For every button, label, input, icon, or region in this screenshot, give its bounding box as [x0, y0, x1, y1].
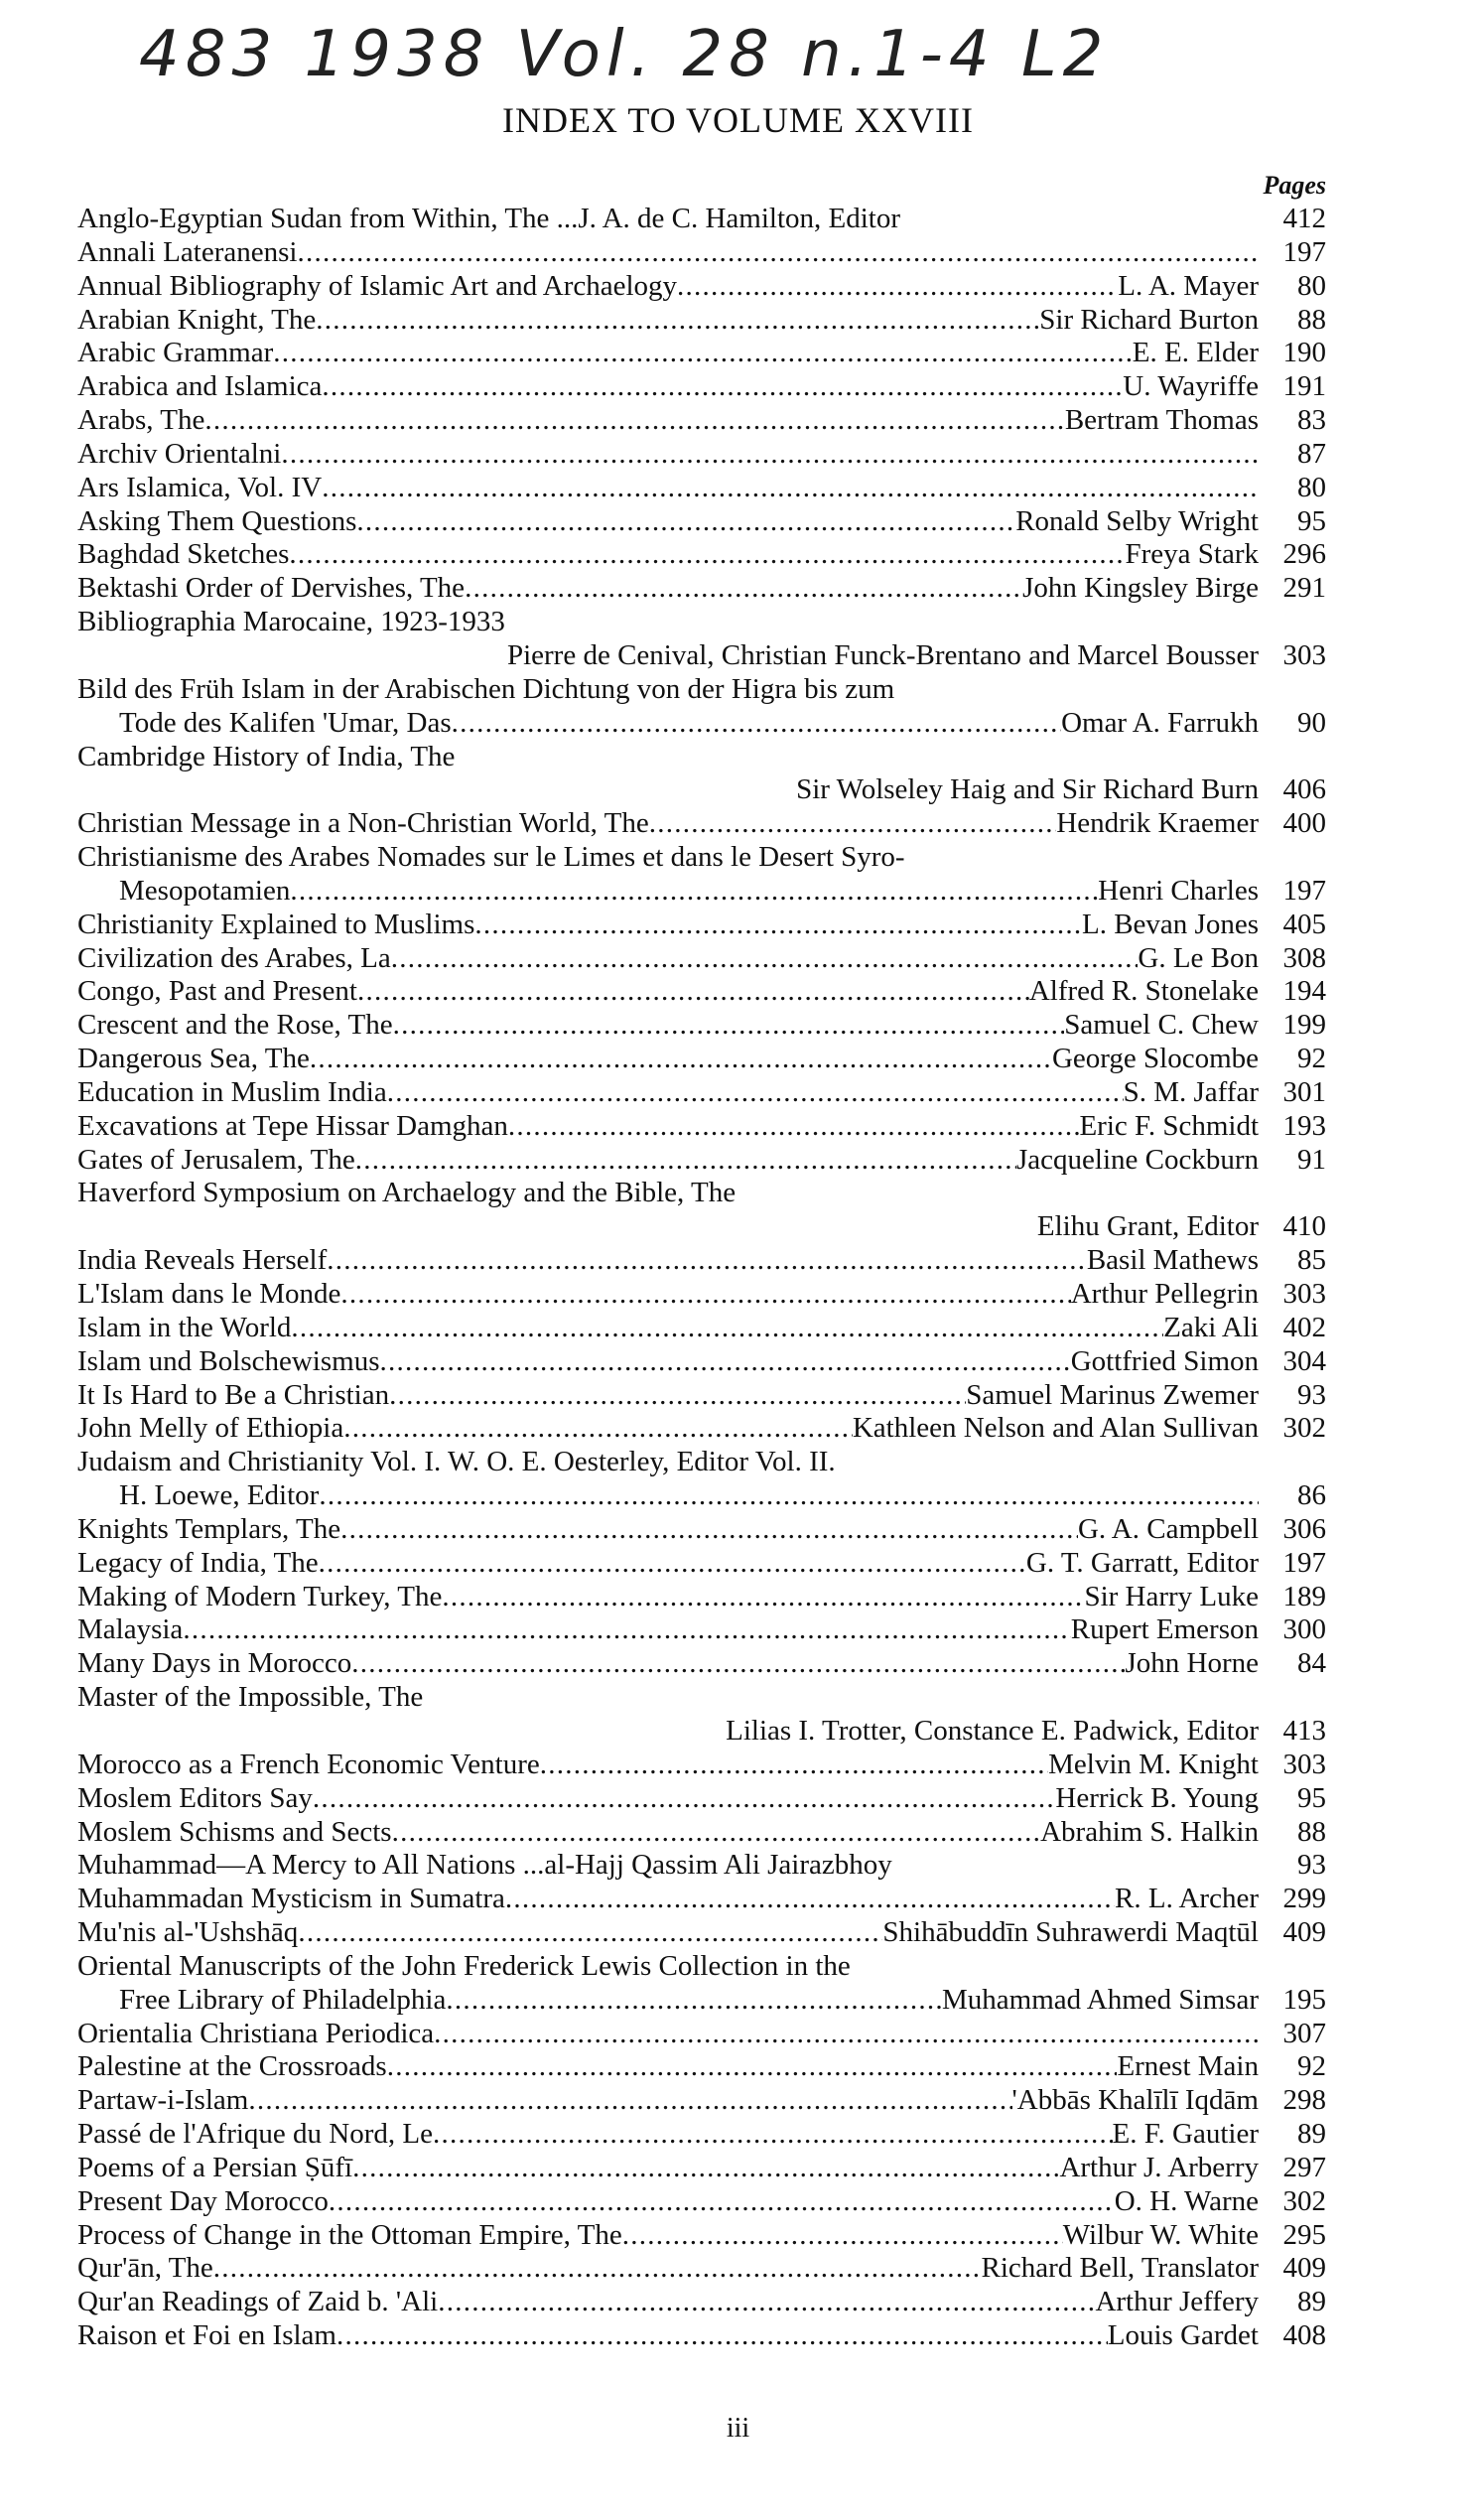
dot-leader [433, 2118, 1113, 2152]
entry-title: Master of the Impossible, The [77, 1681, 424, 1714]
entry-page-number: 297 [1282, 2151, 1326, 2183]
entry-title: Moslem Schisms and Sects [77, 1815, 392, 1848]
index-entry [77, 2185, 1326, 2219]
entry-page-number: 89 [1297, 2286, 1326, 2318]
index-entry [77, 673, 1326, 707]
entry-author: Arthur J. Arberry [1059, 2151, 1259, 2183]
entry-author: Melvin M. Knight [1048, 1748, 1259, 1780]
index-entry [77, 1613, 1326, 1647]
entry-page-number: 83 [1297, 404, 1326, 437]
entry-page-number: 307 [1282, 2017, 1326, 2049]
dot-leader [319, 1547, 1026, 1581]
index-entry [77, 807, 1326, 841]
entry-page-number: 92 [1297, 1043, 1326, 1075]
entry-author: Muhammad Ahmed Simsar [942, 1983, 1259, 2016]
entry-author: Hendrik Kraemer [1056, 807, 1259, 840]
entry-author: Samuel C. Chew [1064, 1009, 1259, 1042]
dot-leader [297, 236, 1259, 270]
entry-page-number: 306 [1282, 1512, 1326, 1545]
entry-page-number: 195 [1282, 1983, 1326, 2016]
entry-page-number: 298 [1282, 2084, 1326, 2117]
dot-leader [290, 875, 1098, 909]
entry-page-number: 191 [1282, 370, 1326, 403]
index-entry [77, 1110, 1326, 1144]
index-entry [77, 2219, 1326, 2253]
dot-leader [380, 1345, 1071, 1379]
dot-leader [273, 337, 1133, 370]
entry-author: Arthur Jeffery [1095, 2286, 1259, 2318]
index-entry [77, 1681, 1326, 1715]
dot-leader [248, 2084, 1011, 2118]
dot-leader [329, 2185, 1115, 2219]
entry-title: Process of Change in the Ottoman Empire, The [77, 2218, 622, 2251]
index-entry [77, 203, 1326, 236]
entry-author: 'Abbās Khalīlī Iqdām [1011, 2084, 1259, 2117]
dot-leader [452, 707, 1061, 741]
entry-title: Malaysia [77, 1613, 184, 1646]
entry-author: Samuel Marinus Zwemer [966, 1378, 1259, 1411]
index-entry [77, 1379, 1326, 1413]
entry-author: Shihābuddīn Suhrawerdi Maqtūl [882, 1916, 1259, 1949]
entry-title: Morocco as a French Economic Venture [77, 1748, 540, 1780]
index-entry [77, 1749, 1326, 1782]
entry-title: Lilias I. Trotter, Constance E. Padwick, Editor [726, 1714, 1259, 1747]
entry-page-number: 90 [1297, 706, 1326, 739]
entry-title: L'Islam dans le Monde [77, 1278, 341, 1310]
index-entry [77, 370, 1326, 404]
dot-leader [204, 404, 1065, 438]
entry-title: Mu'nis al-'Ushshāq [77, 1916, 299, 1949]
dot-leader [393, 1009, 1065, 1043]
entry-title: Archiv Orientalni [77, 437, 282, 470]
dot-leader [357, 975, 1029, 1009]
dot-leader [298, 1916, 882, 1950]
index-entry [77, 1177, 1326, 1210]
dot-leader [622, 2219, 1063, 2253]
entry-author: Gottfried Simon [1070, 1344, 1259, 1377]
index-entry [77, 1278, 1326, 1312]
dot-leader [327, 1244, 1087, 1278]
entry-author: Arthur Pellegrin [1070, 1278, 1259, 1310]
entry-title: Pierre de Cenival, Christian Funck-Brentano and Marcel Bousser [506, 638, 1259, 671]
entry-page-number: 92 [1297, 2050, 1326, 2083]
index-entry [77, 1446, 1326, 1479]
entry-page-number: 302 [1282, 2184, 1326, 2217]
entry-author: Rupert Emerson [1070, 1613, 1259, 1646]
entry-author: Sir Richard Burton [1039, 303, 1259, 336]
entry-author: G. Le Bon [1138, 941, 1259, 974]
dot-leader [316, 304, 1039, 338]
dot-leader [442, 1581, 1084, 1614]
dot-leader [677, 270, 1118, 304]
entry-author: John Horne [1125, 1647, 1259, 1680]
dot-leader [322, 370, 1123, 404]
entry-title: Partaw-i-Islam [77, 2084, 249, 2117]
entry-page-number: 413 [1282, 1714, 1326, 1747]
index-entry [77, 1043, 1326, 1076]
entry-page-number: 409 [1282, 2252, 1326, 2285]
entry-page-number: 194 [1282, 975, 1326, 1008]
entry-title: Excavations at Tepe Hissar Damghan [77, 1109, 508, 1142]
entry-author: E. E. Elder [1132, 337, 1259, 369]
dot-leader [281, 438, 1259, 472]
entry-author: O. H. Warne [1114, 2184, 1259, 2217]
entry-title: Orientalia Christiana Periodica [77, 2017, 435, 2049]
entry-title: Civilization des Arabes, La [77, 941, 391, 974]
dot-leader [340, 1278, 1070, 1312]
index-entry [77, 1647, 1326, 1681]
entry-page-number: 193 [1282, 1109, 1326, 1142]
index-entry [77, 1210, 1326, 1244]
entry-author: S. M. Jaffar [1123, 1075, 1259, 1108]
dot-leader [310, 1043, 1052, 1076]
entry-author: E. F. Gautier [1112, 2118, 1259, 2151]
entry-author: Basil Mathews [1086, 1244, 1259, 1277]
entry-page-number: 296 [1282, 538, 1326, 571]
entry-title: Gates of Jerusalem, The [77, 1143, 355, 1176]
index-entry [77, 538, 1326, 572]
entry-title: Knights Templars, The [77, 1512, 341, 1545]
dot-leader [356, 505, 1015, 539]
entry-page-number: 409 [1282, 1916, 1326, 1949]
entry-page-number: 197 [1282, 1546, 1326, 1579]
entry-title: India Reveals Herself [77, 1244, 328, 1277]
entry-author: Alfred R. Stonelake [1028, 975, 1259, 1008]
index-entry [77, 975, 1326, 1009]
entry-title: Haverford Symposium on Archaelogy and the Bible, The [77, 1177, 737, 1209]
index-entry [77, 2050, 1326, 2084]
dot-leader [313, 1782, 1056, 1816]
entry-title: Oriental Manuscripts of the John Frederick Lewis Collection in the [77, 1949, 851, 1982]
entry-page-number: 80 [1297, 269, 1326, 302]
index-entry [77, 2286, 1326, 2319]
pages-column-header: Pages [1263, 171, 1326, 200]
entry-page-number: 84 [1297, 1647, 1326, 1680]
entry-author: Ernest Main [1117, 2050, 1259, 2083]
index-entry [77, 1581, 1326, 1614]
dot-leader [322, 472, 1259, 505]
entry-title: Bild des Früh Islam in der Arabischen Dichtung von der Higra bis zum [77, 672, 895, 705]
index-entry [77, 2018, 1326, 2051]
entry-title: Cambridge History of India, The [77, 740, 456, 772]
entry-page-number: 406 [1282, 773, 1326, 806]
dot-leader [465, 572, 1022, 606]
entry-title: Islam und Bolschewismus [77, 1344, 380, 1377]
entry-title: Passé de l'Afrique du Nord, Le [77, 2118, 433, 2151]
entry-title: Elihu Grant, Editor [1036, 1210, 1259, 1243]
index-entry [77, 1312, 1326, 1345]
entry-page-number: 197 [1282, 235, 1326, 268]
entry-title: Qur'an Readings of Zaid b. 'Ali [77, 2286, 439, 2318]
dot-leader [389, 1379, 966, 1413]
index-entry [77, 438, 1326, 472]
entry-title: Moslem Editors Say [77, 1781, 313, 1814]
entry-title: Christian Message in a Non-Christian World, The [77, 807, 649, 840]
entry-title: Bibliographia Marocaine, 1923-1933 [77, 606, 505, 638]
entry-author: Wilbur W. White [1062, 2218, 1259, 2251]
index-entry [77, 472, 1326, 505]
entry-author: R. L. Archer [1115, 1883, 1259, 1915]
entry-page-number: 308 [1282, 941, 1326, 974]
entry-page-number: 86 [1297, 1479, 1326, 1512]
entry-title: Baghdad Sketches [77, 538, 290, 571]
index-entry [77, 875, 1326, 909]
entry-title: Poems of a Persian Ṣūfī [77, 2151, 353, 2183]
index-entry [77, 1345, 1326, 1379]
page-title: INDEX TO VOLUME XXVIII [502, 100, 974, 140]
entry-author: Richard Bell, Translator [981, 2252, 1259, 2285]
entry-author: Kathleen Nelson and Alan Sullivan [852, 1412, 1259, 1445]
entry-title: Muhammadan Mysticism in Sumatra [77, 1883, 505, 1915]
index-entry [77, 2252, 1326, 2286]
index-list [77, 203, 1326, 2353]
entry-page-number: 80 [1297, 471, 1326, 503]
dot-leader [291, 1312, 1163, 1345]
entry-title: Muhammad—A Mercy to All Nations ...al-Hajj Qassim Ali Jairazbhoy [77, 1849, 892, 1882]
entry-title: Anglo-Egyptian Sudan from Within, The ...J. A. de C. Hamilton, Editor [77, 203, 901, 234]
index-entry [77, 1144, 1326, 1178]
dot-leader [183, 1613, 1070, 1647]
dot-leader [343, 1412, 853, 1446]
dot-leader [387, 2050, 1118, 2084]
index-entry [77, 1782, 1326, 1816]
entry-page-number: 190 [1282, 337, 1326, 369]
index-entry [77, 1009, 1326, 1043]
entry-page-number: 408 [1282, 2319, 1326, 2352]
entry-title: Arabic Grammar [77, 337, 274, 369]
index-entry [77, 1244, 1326, 1278]
index-entry [77, 1076, 1326, 1110]
entry-title: Crescent and the Rose, The [77, 1009, 393, 1042]
entry-author: George Slocombe [1051, 1043, 1259, 1075]
index-entry [77, 606, 1326, 639]
dot-leader [438, 2286, 1095, 2319]
dot-leader [336, 2319, 1108, 2353]
entry-author: John Kingsley Birge [1022, 572, 1259, 605]
entry-title: Islam in the World [77, 1311, 292, 1343]
entry-page-number: 291 [1282, 572, 1326, 605]
entry-page-number: 93 [1297, 1849, 1326, 1882]
entry-page-number: 300 [1282, 1613, 1326, 1646]
index-entry [77, 1984, 1326, 2018]
entry-title: Raison et Foi en Islam [77, 2319, 336, 2352]
dot-leader [387, 1076, 1124, 1110]
entry-author: G. A. Campbell [1077, 1512, 1259, 1545]
index-entry [77, 2118, 1326, 2152]
entry-title: Christianity Explained to Muslims [77, 908, 475, 940]
entry-title: Qur'ān, The [77, 2252, 213, 2285]
index-entry [77, 942, 1326, 976]
entry-page-number: 88 [1297, 1815, 1326, 1848]
entry-title: Education in Muslim India [77, 1075, 387, 1108]
entry-author: U. Wayriffe [1123, 370, 1259, 403]
entry-title: Making of Modern Turkey, The [77, 1580, 443, 1612]
entry-page-number: 197 [1282, 874, 1326, 907]
dot-leader [392, 1816, 1041, 1850]
index-entry [77, 270, 1326, 304]
dot-leader [351, 1647, 1125, 1681]
footer-page-number: iii [726, 2413, 750, 2444]
entry-title: Dangerous Sea, The [77, 1043, 310, 1075]
dot-leader [474, 909, 1082, 942]
entry-page-number: 88 [1297, 303, 1326, 336]
entry-author: Eric F. Schmidt [1079, 1109, 1259, 1142]
entry-page-number: 410 [1282, 1210, 1326, 1243]
entry-author: Abrahim S. Halkin [1040, 1815, 1259, 1848]
entry-title: Christianisme des Arabes Nomades sur le Limes et dans le Desert Syro- [77, 841, 905, 874]
handwritten-call-number: 483 1938 Vol. 28 n.1-4 L2 [139, 18, 1110, 91]
entry-author: Herrick B. Young [1055, 1781, 1259, 1814]
dot-leader [649, 807, 1057, 841]
entry-page-number: 199 [1282, 1009, 1326, 1042]
dot-leader [319, 1479, 1259, 1513]
index-entry [77, 1916, 1326, 1950]
dot-leader [446, 1984, 942, 2018]
index-entry [77, 404, 1326, 438]
index-entry [77, 707, 1326, 741]
entry-author: Freya Stark [1125, 538, 1259, 571]
entry-author: Louis Gardet [1107, 2319, 1259, 2352]
index-entry [77, 1816, 1326, 1850]
dot-leader [355, 1144, 1016, 1178]
dot-leader [391, 942, 1139, 976]
entry-title: Free Library of Philadelphia [119, 1983, 447, 2016]
entry-title: Sir Wolseley Haig and Sir Richard Burn [796, 773, 1259, 806]
entry-page-number: 189 [1282, 1580, 1326, 1612]
index-entry [77, 1412, 1326, 1446]
entry-page-number: 295 [1282, 2218, 1326, 2251]
entry-page-number: 299 [1282, 1883, 1326, 1915]
entry-author: Ronald Selby Wright [1015, 504, 1259, 537]
dot-leader [434, 2018, 1259, 2051]
index-entry [77, 1950, 1326, 1984]
index-entry [77, 236, 1326, 270]
dot-leader [508, 1110, 1080, 1144]
entry-page-number: 302 [1282, 1412, 1326, 1445]
index-entry [77, 773, 1326, 807]
dot-leader [505, 1883, 1115, 1916]
index-entry [77, 1479, 1326, 1513]
entry-author: G. T. Garratt, Editor [1025, 1546, 1259, 1579]
entry-title: Judaism and Christianity Vol. I. W. O. E. Oesterley, Editor Vol. II. [77, 1446, 836, 1478]
entry-page-number: 93 [1297, 1378, 1326, 1411]
index-entry [77, 841, 1326, 875]
index-entry [77, 2084, 1326, 2118]
entry-page-number: 400 [1282, 807, 1326, 840]
index-entry [77, 1715, 1326, 1749]
entry-title: Mesopotamien [119, 874, 291, 907]
entry-title: John Melly of Ethiopia [77, 1412, 344, 1445]
index-entry [77, 304, 1326, 338]
entry-page-number: 405 [1282, 908, 1326, 940]
index-entry [77, 1547, 1326, 1581]
entry-author: Jacqueline Cockburn [1015, 1143, 1259, 1176]
entry-title: Ars Islamica, Vol. IV [77, 471, 323, 503]
index-entry [77, 572, 1326, 606]
entry-title: It Is Hard to Be a Christian [77, 1378, 390, 1411]
entry-title: H. Loewe, Editor [119, 1479, 320, 1512]
entry-page-number: 87 [1297, 437, 1326, 470]
index-entry [77, 639, 1326, 673]
entry-title: Asking Them Questions [77, 504, 357, 537]
entry-page-number: 85 [1297, 1244, 1326, 1277]
entry-page-number: 91 [1297, 1143, 1326, 1176]
entry-author: Bertram Thomas [1064, 404, 1259, 437]
index-entry [77, 741, 1326, 774]
dot-leader [340, 1513, 1078, 1547]
index-entry [77, 2319, 1326, 2353]
entry-author: L. A. Mayer [1118, 269, 1259, 302]
entry-author: Sir Harry Luke [1084, 1580, 1259, 1612]
entry-title: Legacy of India, The [77, 1546, 319, 1579]
dot-leader [289, 538, 1125, 572]
index-entry [77, 1883, 1326, 1916]
index-entry [77, 1513, 1326, 1547]
entry-title: Palestine at the Crossroads [77, 2050, 387, 2083]
entry-page-number: 301 [1282, 1075, 1326, 1108]
index-entry [77, 505, 1326, 539]
entry-title: Congo, Past and Present [77, 975, 357, 1008]
entry-title: Many Days in Morocco [77, 1647, 352, 1680]
entry-author: Henri Charles [1098, 874, 1259, 907]
entry-title: Annual Bibliography of Islamic Art and Archaelogy [77, 269, 678, 302]
entry-title: Arabs, The [77, 404, 205, 437]
entry-title: Present Day Morocco [77, 2184, 329, 2217]
entry-page-number: 402 [1282, 1311, 1326, 1343]
dot-leader [213, 2252, 982, 2286]
entry-title: Arabian Knight, The [77, 303, 317, 336]
entry-page-number: 95 [1297, 504, 1326, 537]
entry-author: Zaki Ali [1163, 1311, 1259, 1343]
index-entry [77, 1849, 1326, 1883]
index-entry [77, 337, 1326, 370]
entry-page-number: 303 [1282, 1278, 1326, 1310]
entry-page-number: 89 [1297, 2118, 1326, 2151]
entry-page-number: 303 [1282, 1748, 1326, 1780]
entry-author: Omar A. Farrukh [1061, 706, 1259, 739]
dot-leader [352, 2152, 1059, 2185]
index-entry [77, 909, 1326, 942]
entry-title: Annali Lateranensi [77, 235, 298, 268]
entry-page-number: 303 [1282, 638, 1326, 671]
entry-title: Arabica and Islamica [77, 370, 323, 403]
entry-page-number: 95 [1297, 1781, 1326, 1814]
dot-leader [540, 1749, 1048, 1782]
index-entry [77, 2152, 1326, 2185]
entry-page-number: 412 [1282, 203, 1326, 234]
entry-title: Bektashi Order of Dervishes, The [77, 572, 466, 605]
entry-author: L. Bevan Jones [1082, 908, 1259, 940]
entry-page-number: 304 [1282, 1344, 1326, 1377]
entry-title: Tode des Kalifen 'Umar, Das [119, 706, 452, 739]
